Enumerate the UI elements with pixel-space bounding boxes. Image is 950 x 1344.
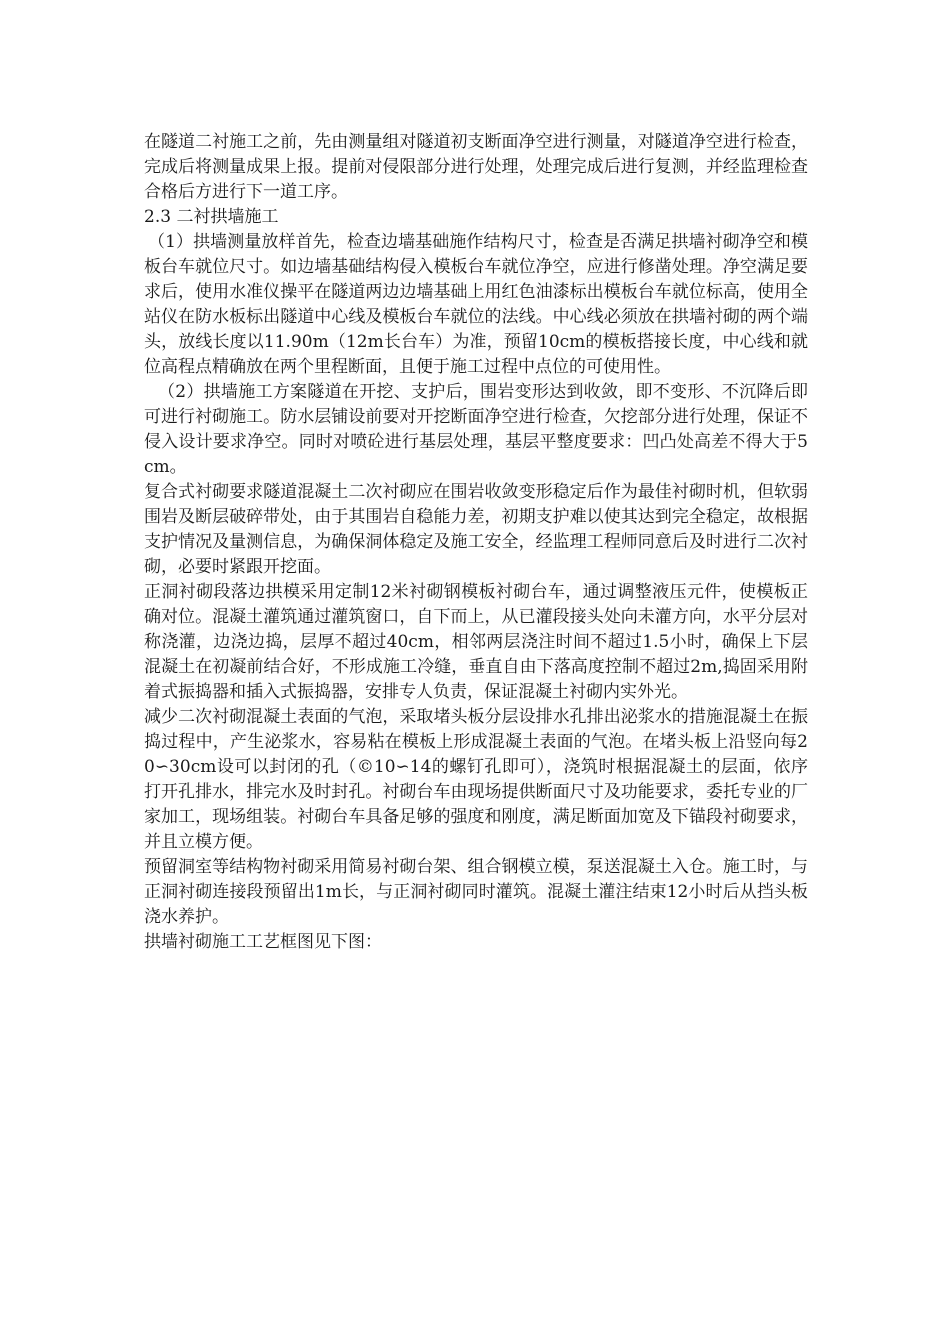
- paragraph-flowchart-reference: 拱墙衬砌施工工艺框图见下图：: [144, 932, 382, 952]
- document-body: [144, 130, 808, 955]
- paragraph-pre-measurement: 在隧道二衬施工之前，先由测量组对隧道初支断面净空进行测量，对隧道净空进行检查，完成后将测量成果上报。提前对侵限部分进行处理，处理完成后进行复测，并经监理检查合格后方进行下一道工序。: [144, 132, 808, 202]
- paragraph-construction-plan: （2）拱墙施工方案隧道在开挖、支护后，围岩变形达到收敛，即不变形、不沉降后即可进行衬砌施工。防水层铺设前要对开挖断面净空进行检查，欠挖部分进行处理，保证不侵入设计要求净空。同时对喷砼进行基层处理，基层平整度要求：凹凸处高差不得大于5cm。: [144, 382, 808, 477]
- paragraph-survey-layout: （1）拱墙测量放样首先，检查边墙基础施作结构尺寸，检查是否满足拱墙衬砌净空和模板台车就位尺寸。如边墙基础结构侵入模板台车就位净空，应进行修凿处理。净空满足要求后，使用水准仪操平在隧道两边边墙基础上用红色油漆标出模板台车就位标高，使用全站仪在防水板标出隧道中心线及模板台车就位的法线。中心线必须放在拱墙衬砌的两个端头，放线长度以11.90m（12m长台车）为准，预留10cm的模板搭接长度，中心线和就位高程点精确放在两个里程断面，且便于施工过程中点位的可使用性。: [144, 232, 808, 377]
- paragraph-main-tunnel-lining: 正洞衬砌段落边拱模采用定制12米衬砌钢模板衬砌台车，通过调整液压元件，使模板正确对位。混凝土灌筑通过灌筑窗口，自下而上，从已灌段接头处向未灌方向，水平分层对称浇灌，边浇边捣，层厚不超过40cm，相邻两层浇注时间不超过1.5小时，确保上下层混凝土在初凝前结合好，不形成施工冷缝，垂直自由下落高度控制不超过2m,捣固采用附着式振捣器和插入式振捣器，安排专人负责，保证混凝土衬砌内实外光。: [144, 582, 808, 702]
- section-heading: 2.3 二衬拱墙施工: [144, 207, 279, 227]
- paragraph-reduce-bubbles: 减少二次衬砌混凝土表面的气泡，采取堵头板分层设排水孔排出泌浆水的措施混凝土在振捣过程中，产生泌浆水，容易粘在模板上形成混凝土表面的气泡。在堵头板上沿竖向每20∽30cm设可以封闭的孔（©10∽14的螺钉孔即可），浇筑时根据混凝土的层面，依序打开孔排水，排完水及时封孔。衬砌台车由现场提供断面尺寸及功能要求，委托专业的厂家加工，现场组装。衬砌台车具备足够的强度和刚度，满足断面加宽及下锚段衬砌要求，并且立模方便。: [144, 707, 808, 852]
- paragraph-composite-lining: 复合式衬砌要求隧道混凝土二次衬砌应在围岩收敛变形稳定后作为最佳衬砌时机，但软弱围岩及断层破碎带处，由于其围岩自稳能力差，初期支护难以使其达到完全稳定，故根据支护情况及量测信息，为确保洞体稳定及施工安全，经监理工程师同意后及时进行二次衬砌，必要时紧跟开挖面。: [144, 482, 808, 577]
- paragraph-reserved-chambers: 预留洞室等结构物衬砌采用简易衬砌台架、组合钢模立模，泵送混凝土入仓。施工时，与正洞衬砌连接段预留出1m长，与正洞衬砌同时灌筑。混凝土灌注结束12小时后从挡头板浇水养护。: [144, 857, 808, 927]
